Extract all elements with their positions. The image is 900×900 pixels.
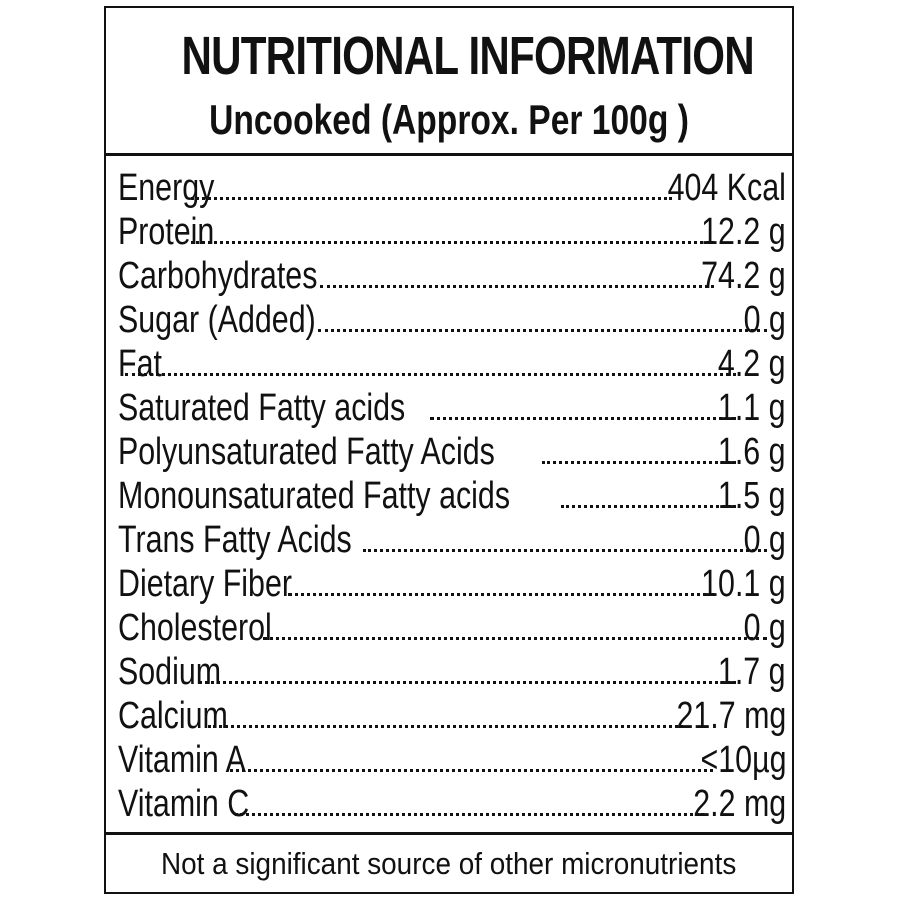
- nutrient-value: 4.2 g: [718, 343, 786, 385]
- footer-note: Not a significant source of other micronutrients: [161, 846, 737, 881]
- nutrient-row-calcium: [118, 694, 786, 738]
- nutrient-list: [118, 166, 786, 826]
- nutrient-name: Polyunsaturated Fatty Acids: [118, 431, 495, 473]
- dot-leader: [125, 367, 735, 376]
- nutrient-name: Carbohydrates: [118, 255, 318, 297]
- nutrient-value: 0 g: [743, 607, 786, 649]
- nutrient-name: Protein: [118, 211, 215, 253]
- nutrient-name: Energy: [118, 167, 215, 209]
- nutrient-row-carbohydrates: [118, 254, 786, 298]
- nutrient-row-vitamin-a: [118, 738, 786, 782]
- nutrient-value: 1.5 g: [718, 475, 786, 517]
- dot-leader: [542, 455, 736, 464]
- label-header: [106, 8, 792, 156]
- nutrient-name: Trans Fatty Acids: [118, 519, 352, 561]
- nutrient-name: Fat: [118, 343, 162, 385]
- nutrient-row-sugar: [118, 298, 786, 342]
- nutrient-row-monounsaturated-fat: [118, 474, 786, 518]
- nutrient-row-polyunsaturated-fat: [118, 430, 786, 474]
- nutrient-row-protein: [118, 210, 786, 254]
- dot-leader: [263, 631, 767, 640]
- dot-leader: [320, 279, 715, 288]
- dot-leader: [199, 675, 735, 684]
- nutrient-name: Saturated Fatty acids: [118, 387, 406, 429]
- nutrient-value: 1.1 g: [718, 387, 786, 429]
- nutrient-name: Cholesterol: [118, 607, 272, 649]
- nutrient-value: <10µg: [700, 739, 786, 781]
- nutrient-name: Sugar (Added): [118, 299, 316, 341]
- dot-leader: [288, 587, 714, 596]
- nutrient-name: Vitamin C: [118, 783, 250, 825]
- nutrient-row-saturated-fat: [118, 386, 786, 430]
- nutrient-name: Vitamin A: [118, 739, 246, 781]
- nutrient-value: 21.7 mg: [676, 695, 786, 737]
- nutrient-row-trans-fat: [118, 518, 786, 562]
- label-subtitle: Uncooked (Approx. Per 100g ): [209, 96, 689, 143]
- dot-leader: [230, 763, 712, 772]
- nutrient-value: 10.1 g: [701, 563, 786, 605]
- nutrient-value: 404 Kcal: [667, 167, 786, 209]
- dot-leader: [318, 323, 768, 332]
- nutrient-name: Sodium: [118, 651, 222, 693]
- nutrient-name: Dietary Fiber: [118, 563, 292, 605]
- nutrient-row-cholesterol: [118, 606, 786, 650]
- dot-leader: [208, 719, 683, 728]
- nutrient-row-dietary-fiber: [118, 562, 786, 606]
- nutrient-name: Monounsaturated Fatty acids: [118, 475, 511, 517]
- dot-leader: [363, 543, 768, 552]
- dot-leader: [235, 807, 704, 816]
- nutrient-value: 1.6 g: [718, 431, 786, 473]
- nutrient-value: 0 g: [743, 519, 786, 561]
- dot-leader: [561, 499, 736, 508]
- label-title: NUTRITIONAL INFORMATION: [181, 26, 754, 86]
- nutrient-name: Calcium: [118, 695, 228, 737]
- nutrient-value: 2.2 mg: [693, 783, 786, 825]
- nutrient-row-sodium: [118, 650, 786, 694]
- nutrient-value: 74.2 g: [701, 255, 786, 297]
- nutrient-row-fat: [118, 342, 786, 386]
- nutrient-row-vitamin-c: [118, 782, 786, 826]
- dot-leader: [191, 235, 714, 244]
- dot-leader: [430, 411, 736, 420]
- nutrient-value: 1.7 g: [718, 651, 786, 693]
- dot-leader: [191, 191, 672, 200]
- nutrient-value: 0 g: [743, 299, 786, 341]
- label-footer: [106, 832, 792, 894]
- nutrient-value: 12.2 g: [701, 211, 786, 253]
- nutrition-label: [104, 6, 794, 894]
- nutrient-row-energy: [118, 166, 786, 210]
